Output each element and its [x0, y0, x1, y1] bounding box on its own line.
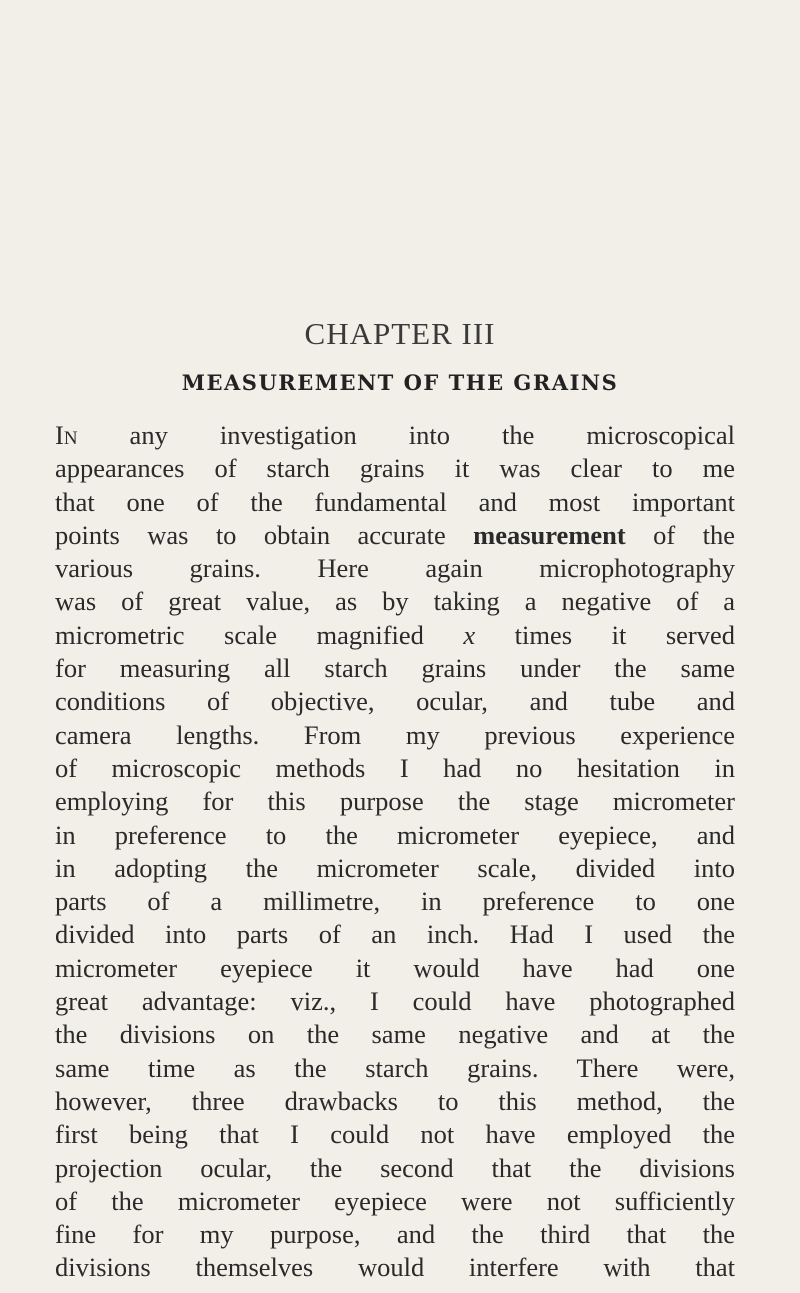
- text-line: was of great value, as by taking a negative of a: [55, 586, 735, 617]
- body-text: [55, 419, 735, 1285]
- emphasis-italic: x: [463, 619, 476, 650]
- text-line: that one of the fundamental and most important: [55, 486, 735, 517]
- text-line: of microscopic methods I had no hesitation in: [55, 752, 735, 783]
- text-line: parts of a millimetre, in preference to one: [55, 886, 735, 917]
- text-line: in adopting the micrometer scale, divided into: [55, 852, 735, 883]
- text-line: conditions of objective, ocular, and tube and: [55, 686, 735, 717]
- text-line: for measuring all starch grains under the same: [55, 653, 735, 684]
- chapter-number: CHAPTER III: [304, 316, 496, 351]
- text-line: fine for my purpose, and the third that the: [55, 1219, 735, 1250]
- drop-word: In: [55, 420, 78, 450]
- emphasis-bold: measurement: [473, 519, 626, 550]
- text-line: micrometric scale magnified x times it served: [55, 619, 735, 650]
- text-line: appearances of starch grains it was clear to me: [55, 453, 735, 484]
- text-line: of the micrometer eyepiece were not sufficiently: [55, 1185, 735, 1216]
- text-line: employing for this purpose the stage micrometer: [55, 786, 735, 817]
- text-line: micrometer eyepiece it would have had one: [55, 952, 735, 983]
- text-line: In any investigation into the microscopical: [55, 420, 735, 450]
- text-line: divided into parts of an inch. Had I used the: [55, 919, 735, 950]
- text-line: same time as the starch grains. There were,: [55, 1052, 735, 1083]
- text-line: however, three drawbacks to this method, the: [55, 1085, 735, 1116]
- chapter-title: MEASUREMENT OF THE GRAINS: [181, 370, 619, 395]
- text-line: in preference to the micrometer eyepiece, and: [55, 819, 735, 850]
- text-line: points was to obtain accurate measurement of the: [55, 519, 735, 550]
- text-line: first being that I could not have employed the: [55, 1119, 735, 1150]
- text-line: the divisions on the same negative and at the: [55, 1019, 735, 1050]
- text-line: projection ocular, the second that the divisions: [55, 1152, 735, 1183]
- text-line: great advantage: viz., I could have photographed: [55, 986, 735, 1017]
- text-line: divisions themselves would interfere with that: [55, 1252, 735, 1283]
- text-line: various grains. Here again microphotography: [55, 553, 735, 584]
- text-line: camera lengths. From my previous experience: [55, 719, 735, 750]
